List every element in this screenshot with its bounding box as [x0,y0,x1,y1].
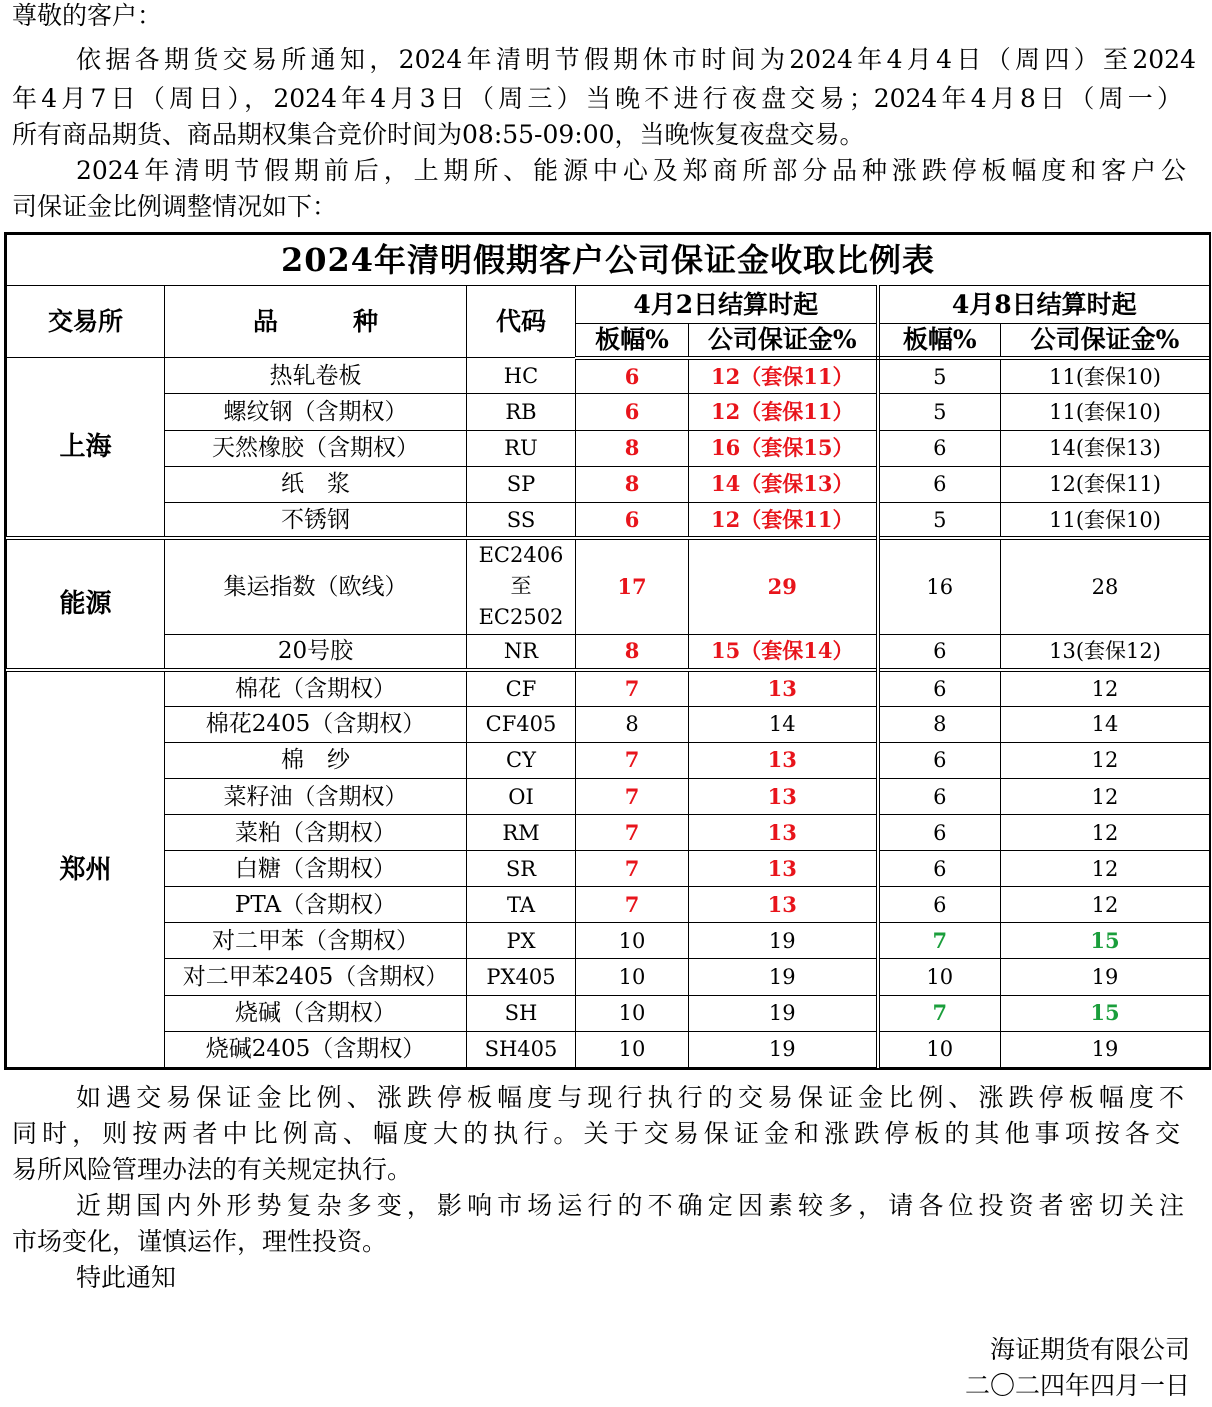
product-name-cell: 棉花2405（含期权） [165,706,467,742]
table-row [7,778,1210,814]
table-row [7,430,1210,466]
margin-cell-period2: 12 [1001,670,1210,706]
note-line-2: 同时，则按两者中比例高、幅度大的执行。关于交易保证金和涨跌停板的其他事项按各交 [12,1119,1180,1148]
limit-cell-period1: 7 [576,887,689,923]
limit-cell-period2: 5 [878,502,1001,538]
limit-cell-period2: 6 [878,778,1001,814]
note-line-5: 市场变化，谨慎运作，理性投资。 [12,1227,388,1256]
limit-cell-period1: 6 [576,394,689,430]
product-name-cell: 集运指数（欧线） [165,538,467,634]
intro-line-4: 2024年清明节假期前后，上期所、能源中心及郑商所部分品种涨跌停板幅度和客户公 [76,156,1186,185]
product-name-cell: 20号胶 [165,634,467,670]
code-cell: CY [467,742,576,778]
header-period-2: 4月8日结算时起 [878,286,1210,324]
margin-cell-period2: 11(套保10) [1001,358,1210,394]
table-row [7,887,1210,923]
limit-cell-period1: 8 [576,430,689,466]
product-name-cell: 烧碱2405（含期权） [165,1031,467,1067]
code-cell: CF [467,670,576,706]
product-name-cell: 对二甲苯（含期权） [165,923,467,959]
margin-cell-period1: 19 [689,995,878,1031]
code-cell: SR [467,851,576,887]
margin-cell-period2: 13(套保12) [1001,634,1210,670]
table-row [7,706,1210,742]
product-name-cell: 菜籽油（含期权） [165,778,467,814]
exchange-cell: 能源 [7,538,165,670]
header-margin-1: 公司保证金% [689,324,878,358]
limit-cell-period1: 8 [576,634,689,670]
margin-cell-period2: 19 [1001,959,1210,995]
margin-cell-period2: 12 [1001,887,1210,923]
limit-cell-period1: 10 [576,959,689,995]
signature-company: 海证期货有限公司 [989,1335,1190,1364]
table-row [7,851,1210,887]
limit-cell-period2: 5 [878,358,1001,394]
closing: 特此通知 [76,1263,177,1292]
limit-cell-period1: 7 [576,851,689,887]
code-cell: HC [467,358,576,394]
table-row [7,634,1210,670]
limit-cell-period2: 6 [878,851,1001,887]
table-row [7,394,1210,430]
margin-cell-period2: 14 [1001,706,1210,742]
limit-cell-period2: 16 [878,538,1001,634]
margin-cell-period1: 16（套保15） [689,430,878,466]
margin-cell-period1: 12（套保11） [689,502,878,538]
limit-cell-period1: 7 [576,670,689,706]
intro-line-2: 年4月7日（周日），2024年4月3日（周三）当晚不进行夜盘交易；2024年4月8日（周一） [12,84,1182,113]
margin-cell-period1: 12（套保11） [689,394,878,430]
code-line: EC2502 [478,605,564,630]
limit-cell-period1: 6 [576,502,689,538]
margin-cell-period1: 12（套保11） [689,358,878,394]
greeting: 尊敬的客户： [12,1,163,30]
intro-line-1: 依据各期货交易所通知，2024年清明节假期休市时间为2024年4月4日（周四）至2024 [76,45,1196,74]
table-row [7,742,1210,778]
code-cell: SH405 [467,1031,576,1067]
code-cell: TA [467,887,576,923]
limit-cell-period1: 7 [576,778,689,814]
product-name-cell: 烧碱（含期权） [165,995,467,1031]
limit-cell-period2: 8 [878,706,1001,742]
margin-table [4,232,1211,1070]
product-name-cell: 不锈钢 [165,502,467,538]
limit-cell-period1: 8 [576,706,689,742]
intro-line-5: 司保证金比例调整情况如下： [12,192,338,221]
margin-cell-period2: 12 [1001,851,1210,887]
margin-cell-period1: 19 [689,1031,878,1067]
limit-cell-period2: 6 [878,466,1001,502]
header-code: 代码 [467,286,576,358]
limit-cell-period1: 10 [576,1031,689,1067]
note-line-1: 如遇交易保证金比例、涨跌停板幅度与现行执行的交易保证金比例、涨跌停板幅度不 [76,1083,1184,1112]
product-name-cell: 对二甲苯2405（含期权） [165,959,467,995]
margin-cell-period2: 28 [1001,538,1210,634]
margin-cell-period2: 11(套保10) [1001,502,1210,538]
signature-date: 二〇二四年四月一日 [964,1371,1190,1400]
code-cell: PX [467,923,576,959]
product-name-cell: 热轧卷板 [165,358,467,394]
code-cell: RM [467,815,576,851]
exchange-cell: 郑州 [7,670,165,1067]
code-line: 至 [510,574,532,599]
margin-cell-period1: 13 [689,778,878,814]
code-line: EC2406 [478,543,564,568]
limit-cell-period1: 7 [576,815,689,851]
limit-cell-period1: 7 [576,742,689,778]
limit-cell-period2: 6 [878,815,1001,851]
margin-cell-period2: 15 [1001,995,1210,1031]
margin-cell-period1: 13 [689,670,878,706]
margin-cell-period2: 19 [1001,1031,1210,1067]
margin-cell-period2: 12(套保11) [1001,466,1210,502]
table-row [7,959,1210,995]
table-row [7,358,1210,394]
limit-cell-period2: 6 [878,887,1001,923]
margin-cell-period1: 13 [689,742,878,778]
limit-cell-period2: 6 [878,742,1001,778]
limit-cell-period1: 8 [576,466,689,502]
limit-cell-period2: 7 [878,923,1001,959]
margin-cell-period1: 14（套保13） [689,466,878,502]
product-name-cell: 棉花（含期权） [165,670,467,706]
margin-cell-period1: 14 [689,706,878,742]
product-name-cell: 纸 浆 [165,466,467,502]
product-name-cell: 白糖（含期权） [165,851,467,887]
limit-cell-period2: 6 [878,634,1001,670]
code-cell [467,538,576,634]
margin-cell-period1: 19 [689,959,878,995]
header-margin-2: 公司保证金% [1001,324,1210,358]
limit-cell-period2: 10 [878,1031,1001,1067]
header-limit-1: 板幅% [576,324,689,358]
margin-cell-period2: 14(套保13) [1001,430,1210,466]
limit-cell-period1: 10 [576,923,689,959]
product-name-cell: 菜粕（含期权） [165,815,467,851]
margin-cell-period2: 15 [1001,923,1210,959]
code-cell: CF405 [467,706,576,742]
table-row [7,815,1210,851]
code-cell: OI [467,778,576,814]
table-row [7,466,1210,502]
product-name-cell: 螺纹钢（含期权） [165,394,467,430]
code-cell: NR [467,634,576,670]
code-cell: RB [467,394,576,430]
margin-cell-period1: 13 [689,887,878,923]
table-row [7,538,1210,634]
table-title: 2024年清明假期客户公司保证金收取比例表 [7,235,1210,286]
table-row [7,995,1210,1031]
intro-line-3: 所有商品期货、商品期权集合竞价时间为08:55-09:00，当晚恢复夜盘交易。 [12,120,865,149]
header-limit-2: 板幅% [878,324,1001,358]
table-row [7,502,1210,538]
exchange-cell: 上海 [7,358,165,538]
code-cell: PX405 [467,959,576,995]
code-cell: RU [467,430,576,466]
limit-cell-period1: 6 [576,358,689,394]
code-cell: SH [467,995,576,1031]
margin-cell-period1: 29 [689,538,878,634]
margin-cell-period1: 19 [689,923,878,959]
product-name-cell: 棉 纱 [165,742,467,778]
limit-cell-period2: 7 [878,995,1001,1031]
limit-cell-period2: 5 [878,394,1001,430]
limit-cell-period1: 10 [576,995,689,1031]
product-name-cell: 天然橡胶（含期权） [165,430,467,466]
limit-cell-period2: 10 [878,959,1001,995]
note-line-3: 易所风险管理办法的有关规定执行。 [12,1155,413,1184]
product-name-cell: PTA（含期权） [165,887,467,923]
margin-cell-period2: 12 [1001,778,1210,814]
margin-cell-period2: 12 [1001,742,1210,778]
margin-cell-period2: 11(套保10) [1001,394,1210,430]
limit-cell-period1: 17 [576,538,689,634]
margin-cell-period1: 15（套保14） [689,634,878,670]
margin-cell-period2: 12 [1001,815,1210,851]
table-row [7,923,1210,959]
header-product: 品 种 [165,286,467,358]
header-exchange: 交易所 [7,286,165,358]
code-cell: SS [467,502,576,538]
code-cell: SP [467,466,576,502]
margin-cell-period1: 13 [689,851,878,887]
margin-cell-period1: 13 [689,815,878,851]
table-row [7,670,1210,706]
limit-cell-period2: 6 [878,430,1001,466]
header-period-1: 4月2日结算时起 [576,286,878,324]
note-line-4: 近期国内外形势复杂多变，影响市场运行的不确定因素较多，请各位投资者密切关注 [76,1191,1184,1220]
table-row [7,1031,1210,1067]
limit-cell-period2: 6 [878,670,1001,706]
